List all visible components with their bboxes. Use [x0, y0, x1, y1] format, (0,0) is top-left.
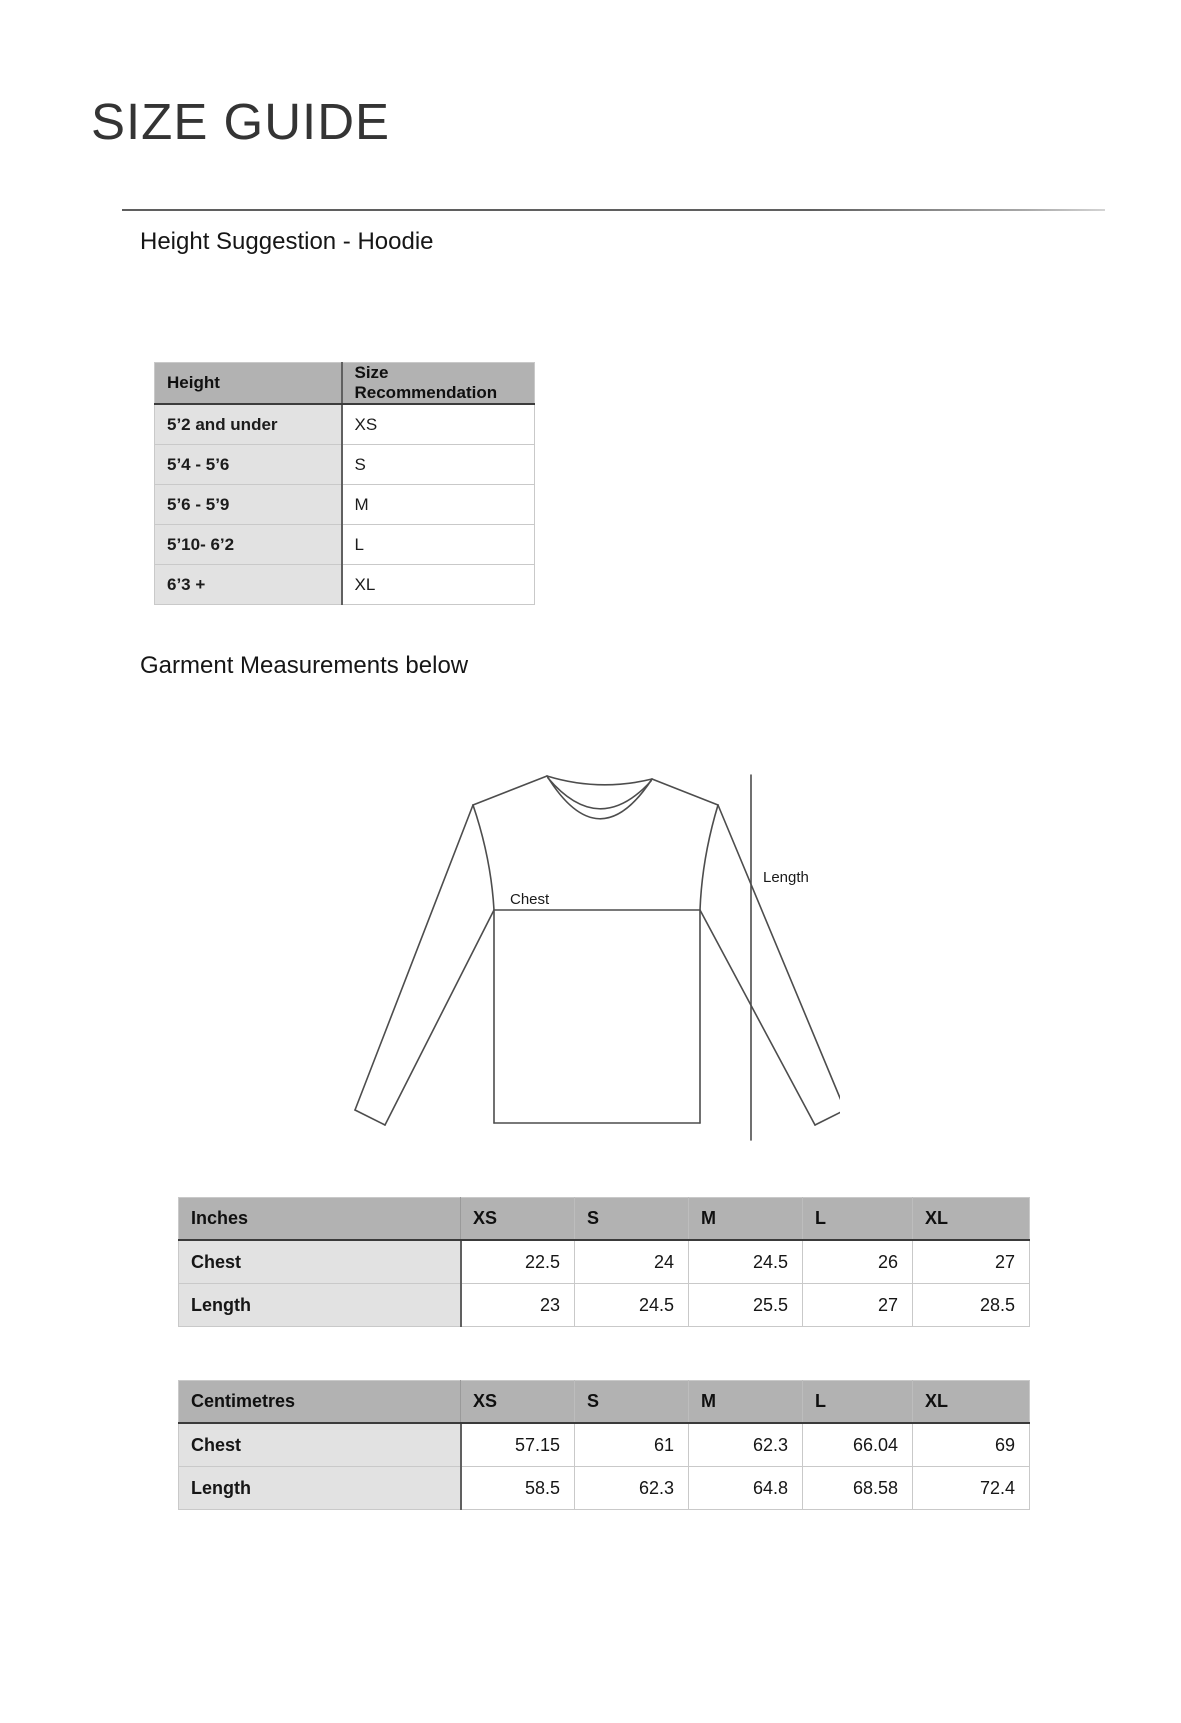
size-header-s: S	[575, 1381, 689, 1424]
garment-shoulder-left	[473, 776, 547, 805]
garment-diagram	[280, 690, 840, 1150]
table-row	[179, 1423, 1030, 1467]
garment-collar-back	[547, 776, 652, 785]
measurement-value-cell: 24.5	[575, 1284, 689, 1327]
measurement-value-cell: 24.5	[689, 1240, 803, 1284]
garment-sleeve-right-inner	[700, 910, 815, 1125]
measurement-value-cell: 27	[803, 1284, 913, 1327]
height-range-cell: 5’2 and under	[155, 404, 342, 445]
table-row	[155, 485, 535, 525]
measurement-value-cell: 57.15	[461, 1423, 575, 1467]
height-range-cell: 5’6 - 5’9	[155, 485, 342, 525]
measurement-label-cell: Length	[179, 1467, 461, 1510]
measurement-value-cell: 68.58	[803, 1467, 913, 1510]
title-divider	[122, 209, 1105, 211]
centimetres-table	[178, 1380, 1030, 1510]
size-header-xs: XS	[461, 1198, 575, 1241]
height-suggestion-heading: Height Suggestion - Hoodie	[140, 228, 434, 255]
length-label: Length	[763, 869, 809, 886]
measurement-value-cell: 66.04	[803, 1423, 913, 1467]
garment-sleeve-left-inner	[385, 910, 494, 1125]
height-range-cell: 5’10- 6’2	[155, 525, 342, 565]
page-title: SIZE GUIDE	[91, 93, 391, 150]
size-cell: XS	[342, 404, 535, 445]
table-row	[155, 404, 535, 445]
measurement-value-cell: 69	[913, 1423, 1030, 1467]
inches-unit-header: Inches	[179, 1198, 461, 1241]
centimetres-unit-header: Centimetres	[179, 1381, 461, 1424]
garment-sleeve-left-cuff	[355, 1110, 385, 1125]
garment-sleeve-left-outer	[355, 805, 473, 1110]
size-cell: L	[342, 525, 535, 565]
measurement-value-cell: 28.5	[913, 1284, 1030, 1327]
measurement-value-cell: 27	[913, 1240, 1030, 1284]
measurement-value-cell: 23	[461, 1284, 575, 1327]
measurement-label-cell: Chest	[179, 1423, 461, 1467]
table-row	[155, 525, 535, 565]
size-cell: XL	[342, 565, 535, 605]
measurement-value-cell: 24	[575, 1240, 689, 1284]
table-row	[179, 1240, 1030, 1284]
measurement-value-cell: 72.4	[913, 1467, 1030, 1510]
measurement-value-cell: 22.5	[461, 1240, 575, 1284]
size-header-m: M	[689, 1198, 803, 1241]
size-header-xl: XL	[913, 1381, 1030, 1424]
size-header-m: M	[689, 1381, 803, 1424]
table-header-row	[179, 1381, 1030, 1424]
inches-table	[178, 1197, 1030, 1327]
height-range-cell: 5’4 - 5’6	[155, 445, 342, 485]
measurement-label-cell: Length	[179, 1284, 461, 1327]
table-row	[155, 445, 535, 485]
size-header-xl: XL	[913, 1198, 1030, 1241]
size-recommendation-column-header: Size Recommendation	[342, 363, 535, 405]
measurement-value-cell: 62.3	[689, 1423, 803, 1467]
garment-armhole-left	[473, 805, 494, 910]
garment-sleeve-right-outer	[718, 805, 840, 1110]
table-row	[179, 1467, 1030, 1510]
size-header-l: L	[803, 1381, 913, 1424]
height-range-cell: 6’3 +	[155, 565, 342, 605]
table-header-row	[155, 363, 535, 405]
measurement-value-cell: 58.5	[461, 1467, 575, 1510]
table-header-row	[179, 1198, 1030, 1241]
measurement-label-cell: Chest	[179, 1240, 461, 1284]
size-cell: S	[342, 445, 535, 485]
garment-armhole-right	[700, 805, 718, 910]
measurement-value-cell: 25.5	[689, 1284, 803, 1327]
garment-measurements-heading: Garment Measurements below	[140, 652, 469, 679]
size-header-l: L	[803, 1198, 913, 1241]
measurement-value-cell: 61	[575, 1423, 689, 1467]
garment-shoulder-right	[652, 779, 718, 805]
size-header-xs: XS	[461, 1381, 575, 1424]
height-suggestion-table	[154, 362, 535, 605]
measurement-value-cell: 62.3	[575, 1467, 689, 1510]
chest-label: Chest	[510, 891, 550, 908]
table-row	[155, 565, 535, 605]
garment-sleeve-right-cuff	[815, 1110, 840, 1125]
table-row	[179, 1284, 1030, 1327]
measurement-value-cell: 64.8	[689, 1467, 803, 1510]
size-header-s: S	[575, 1198, 689, 1241]
measurement-value-cell: 26	[803, 1240, 913, 1284]
height-column-header: Height	[155, 363, 342, 405]
size-cell: M	[342, 485, 535, 525]
